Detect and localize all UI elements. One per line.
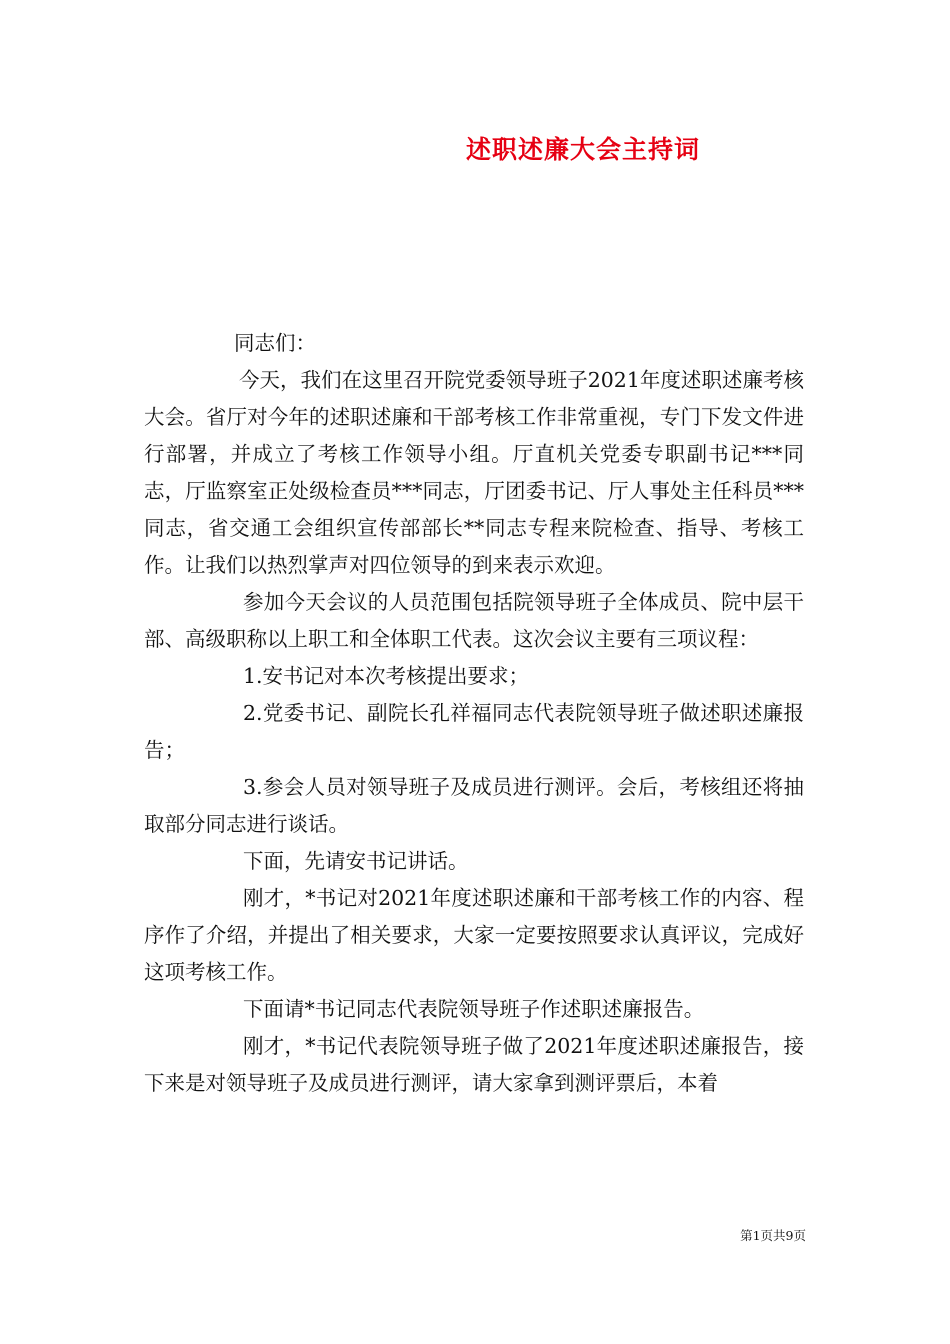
document-body	[144, 325, 804, 1102]
greeting: 同志们：	[234, 331, 316, 355]
paragraph-first-speech: 下面，先请安书记讲话。	[243, 849, 469, 873]
paragraph-attendees: 参加今天会议的人员范围包括院领导班子全体成员、院中层干部、高级职称以上职工和全体职工代表。这次会议主要有三项议程：	[144, 590, 804, 651]
page-number: 第1页共9页	[740, 1228, 806, 1243]
paragraph-opening: 今天，我们在这里召开院党委领导班子2021年度述职述廉考核大会。省厅对今年的述职述廉和干部考核工作非常重视，专门下发文件进行部署，并成立了考核工作领导小组。厅直机关党委专职副书记***同志，厅监察室正处级检查员***同志，厅团委书记、厅人事处主任科员***同志，省交通工会组织宣传部部长**同志专程来院检查、指导、考核工作。让我们以热烈掌声对四位领导的到来表示欢迎。	[144, 368, 804, 577]
paragraph-evaluation: 刚才，*书记代表院领导班子做了2021年度述职述廉报告，接下来是对领导班子及成员进行测评，请大家拿到测评票后，本着	[144, 1034, 804, 1095]
paragraph-report-request: 下面请*书记同志代表院领导班子作述职述廉报告。	[243, 997, 705, 1021]
document-title: 述职述廉大会主持词	[465, 135, 700, 164]
paragraph-summary: 刚才，*书记对2021年度述职述廉和干部考核工作的内容、程序作了介绍，并提出了相关要求，大家一定要按照要求认真评议，完成好这项考核工作。	[144, 886, 804, 984]
agenda-item-2: 2.党委书记、副院长孔祥福同志代表院领导班子做述职述廉报告；	[144, 701, 804, 762]
agenda-item-1: 1.安书记对本次考核提出要求；	[243, 664, 530, 688]
agenda-item-3: 3.参会人员对领导班子及成员进行测评。会后，考核组还将抽取部分同志进行谈话。	[144, 775, 804, 836]
